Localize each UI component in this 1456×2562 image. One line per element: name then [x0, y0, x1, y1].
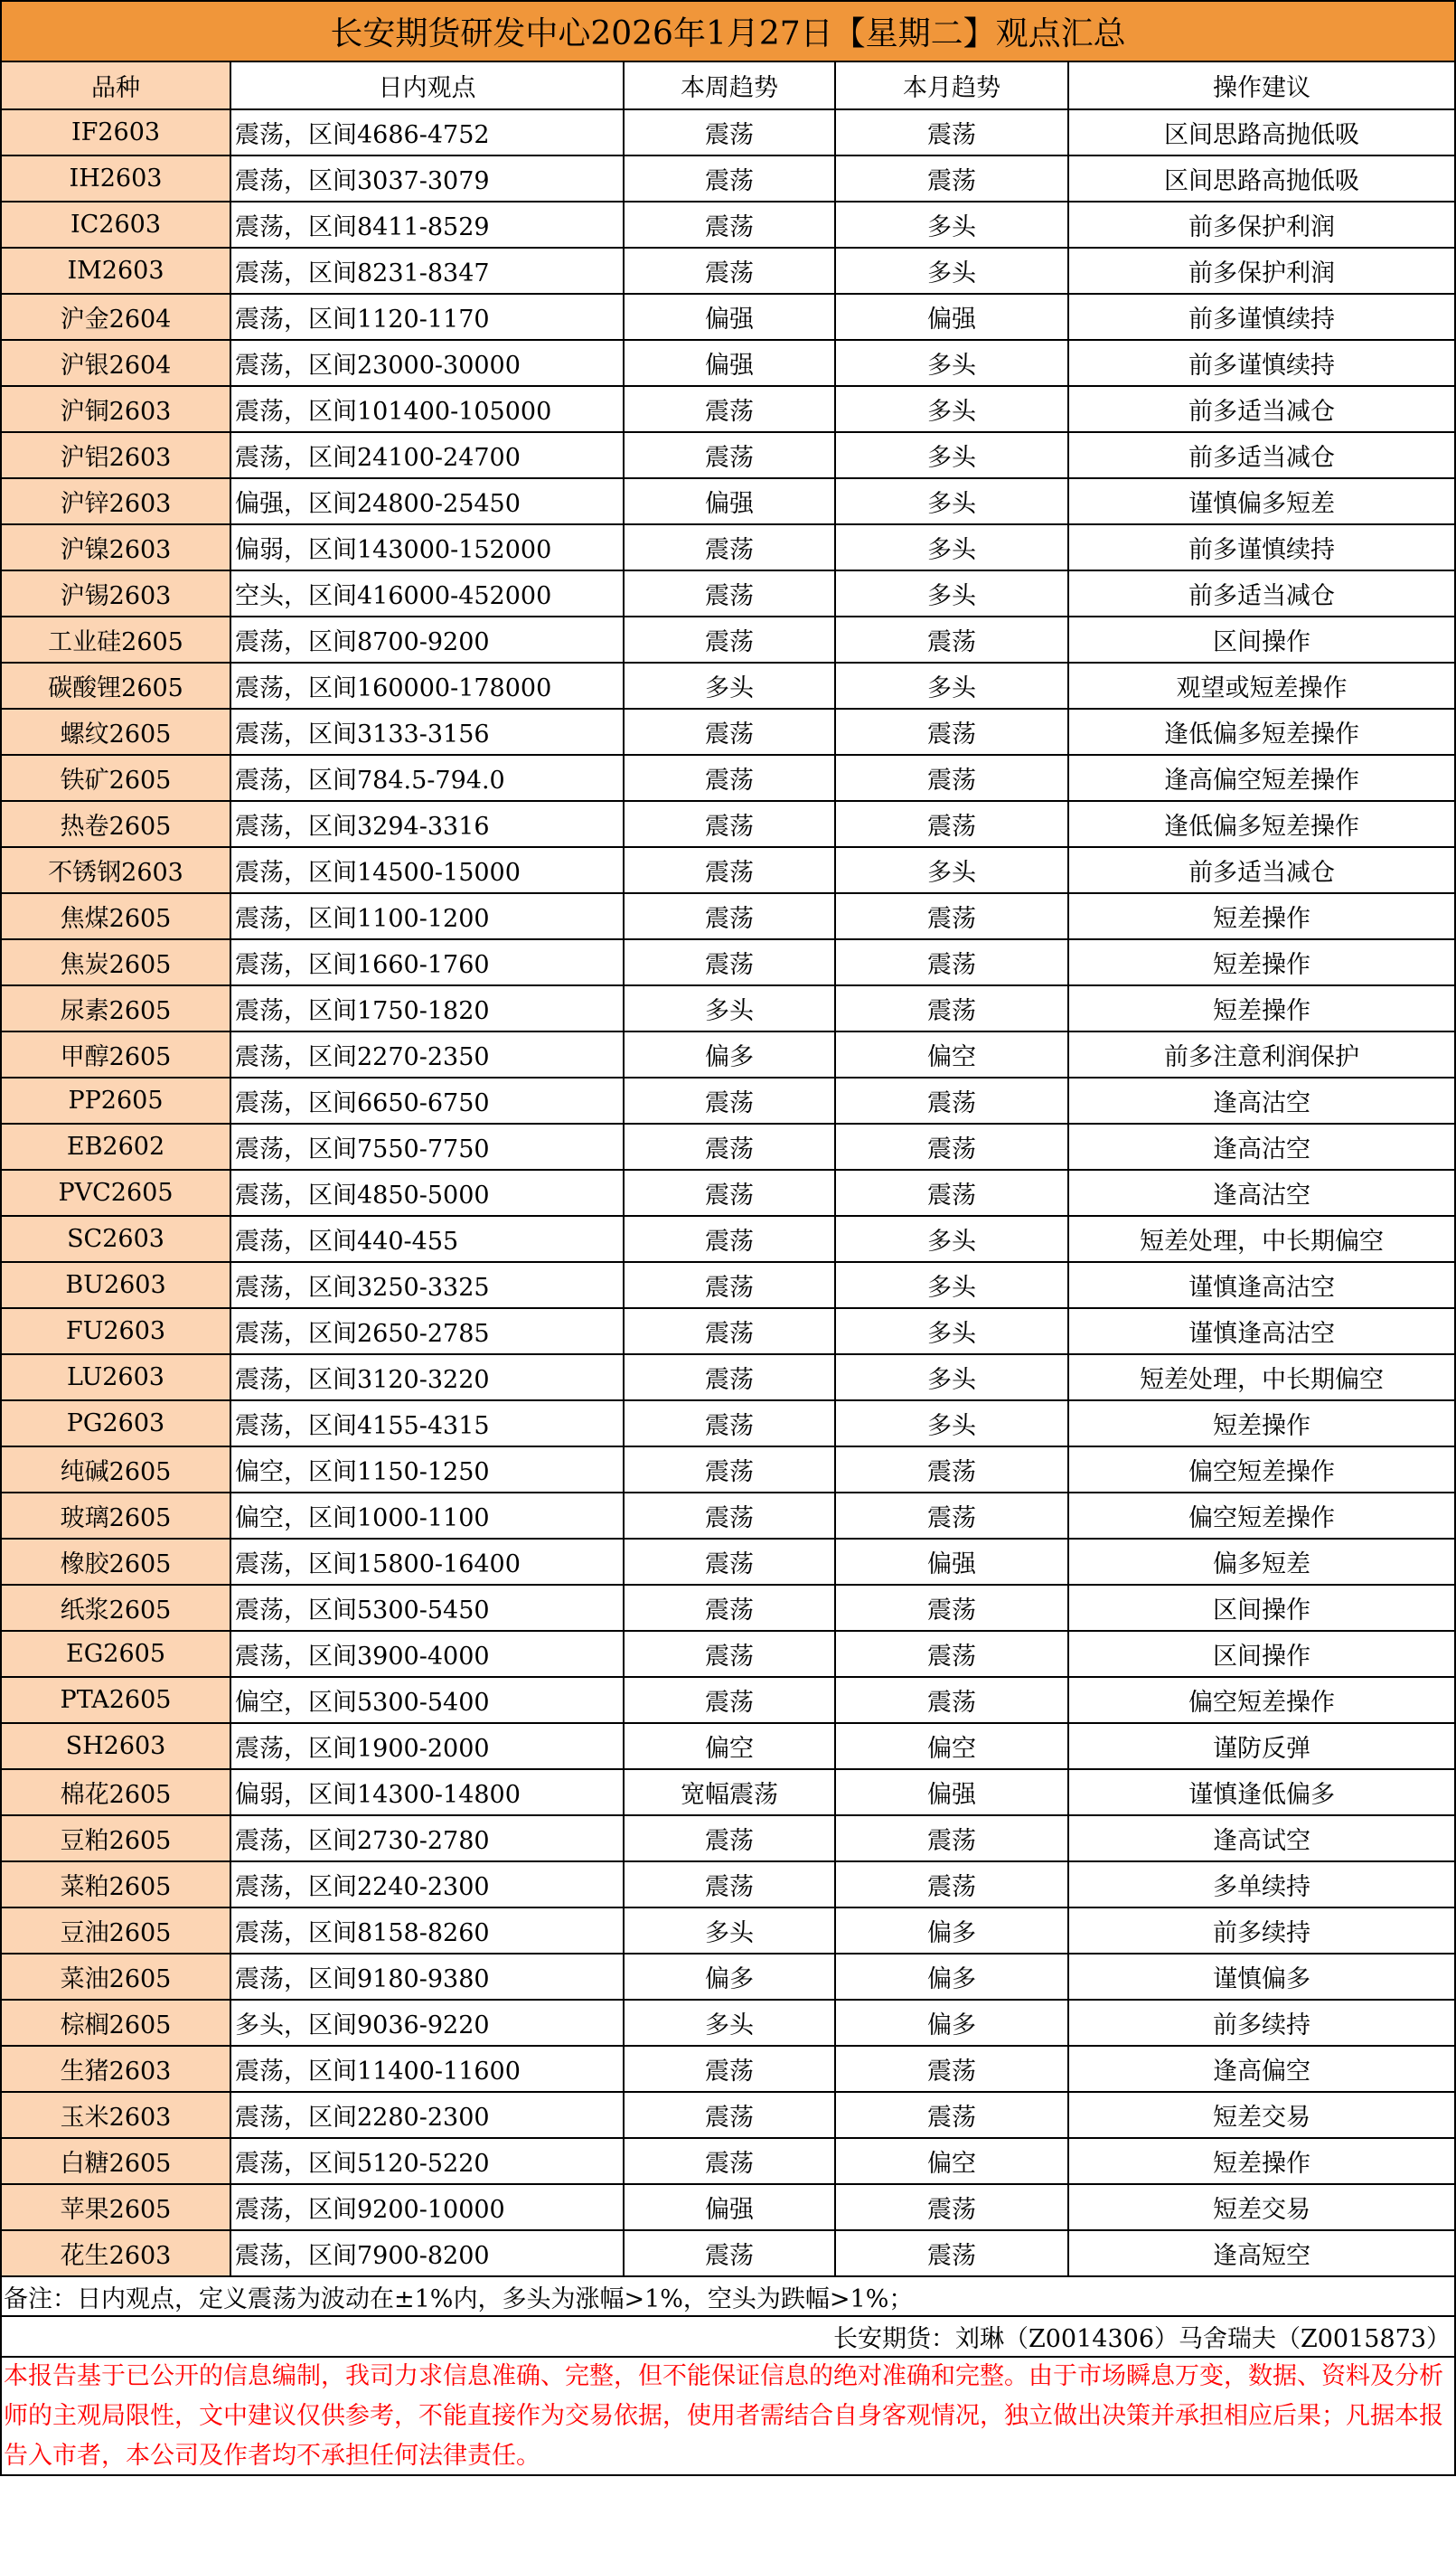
variety-cell: BU2603	[2, 1262, 230, 1308]
table-row	[2, 1031, 1454, 1078]
table-row	[2, 248, 1454, 294]
suggestion-cell: 多单续持	[1068, 1861, 1454, 1907]
intraday-view-cell: 震荡，区间2650-2785	[230, 1308, 624, 1354]
monthly-trend-cell: 震荡	[835, 1078, 1068, 1124]
monthly-trend-cell: 震荡	[835, 2046, 1068, 2092]
intraday-view-cell: 震荡，区间8700-9200	[230, 617, 624, 663]
intraday-view-cell: 震荡，区间1660-1760	[230, 939, 624, 985]
monthly-trend-cell: 震荡	[835, 1170, 1068, 1216]
intraday-view-cell: 震荡，区间8158-8260	[230, 1907, 624, 1954]
table-row	[2, 939, 1454, 985]
suggestion-cell: 前多谨慎续持	[1068, 524, 1454, 570]
variety-cell: 沪锌2603	[2, 478, 230, 524]
variety-cell: LU2603	[2, 1354, 230, 1400]
monthly-trend-cell: 多头	[835, 1216, 1068, 1262]
monthly-trend-cell: 震荡	[835, 617, 1068, 663]
weekly-trend-cell: 震荡	[624, 1078, 835, 1124]
weekly-trend-cell: 震荡	[624, 755, 835, 801]
suggestion-cell: 短差交易	[1068, 2092, 1454, 2138]
intraday-view-cell: 震荡，区间3037-3079	[230, 155, 624, 202]
suggestion-cell: 前多适当减仓	[1068, 570, 1454, 617]
intraday-view-cell: 震荡，区间3120-3220	[230, 1354, 624, 1400]
intraday-view-cell: 震荡，区间24100-24700	[230, 432, 624, 478]
intraday-view-cell: 震荡，区间3900-4000	[230, 1631, 624, 1677]
variety-cell: 焦炭2605	[2, 939, 230, 985]
weekly-trend-cell: 偏强	[624, 340, 835, 386]
weekly-trend-cell: 震荡	[624, 1539, 835, 1585]
variety-cell: 沪铜2603	[2, 386, 230, 432]
table-row	[2, 524, 1454, 570]
intraday-view-cell: 偏弱，区间14300-14800	[230, 1769, 624, 1815]
variety-cell: PG2603	[2, 1400, 230, 1446]
intraday-view-cell: 偏空，区间1000-1100	[230, 1493, 624, 1539]
weekly-trend-cell: 震荡	[624, 1631, 835, 1677]
table-row	[2, 801, 1454, 847]
monthly-trend-cell: 震荡	[835, 1631, 1068, 1677]
variety-cell: SC2603	[2, 1216, 230, 1262]
weekly-trend-cell: 震荡	[624, 570, 835, 617]
monthly-trend-cell: 多头	[835, 386, 1068, 432]
header-suggestion: 操作建议	[1068, 62, 1454, 109]
suggestion-cell: 谨慎逢高沽空	[1068, 1262, 1454, 1308]
monthly-trend-cell: 多头	[835, 1308, 1068, 1354]
variety-cell: 豆油2605	[2, 1907, 230, 1954]
table-row	[2, 294, 1454, 340]
weekly-trend-cell: 震荡	[624, 1585, 835, 1631]
monthly-trend-cell: 多头	[835, 478, 1068, 524]
table-row	[2, 1124, 1454, 1170]
table-row	[2, 709, 1454, 755]
variety-cell: PP2605	[2, 1078, 230, 1124]
variety-cell: 工业硅2605	[2, 617, 230, 663]
suggestion-cell: 前多续持	[1068, 1907, 1454, 1954]
variety-cell: IM2603	[2, 248, 230, 294]
table-row	[2, 1216, 1454, 1262]
variety-cell: 花生2603	[2, 2230, 230, 2276]
monthly-trend-cell: 偏强	[835, 1539, 1068, 1585]
table-row	[2, 1262, 1454, 1308]
weekly-trend-cell: 震荡	[624, 1354, 835, 1400]
weekly-trend-cell: 震荡	[624, 1677, 835, 1723]
monthly-trend-cell: 多头	[835, 248, 1068, 294]
variety-cell: 苹果2605	[2, 2184, 230, 2230]
intraday-view-cell: 震荡，区间4686-4752	[230, 109, 624, 155]
table-row	[2, 1170, 1454, 1216]
suggestion-cell: 谨慎偏多短差	[1068, 478, 1454, 524]
monthly-trend-cell: 偏多	[835, 1907, 1068, 1954]
variety-cell: 纯碱2605	[2, 1446, 230, 1493]
variety-cell: 棉花2605	[2, 1769, 230, 1815]
variety-cell: FU2603	[2, 1308, 230, 1354]
table-row	[2, 1907, 1454, 1954]
weekly-trend-cell: 偏强	[624, 294, 835, 340]
weekly-trend-cell: 震荡	[624, 709, 835, 755]
suggestion-cell: 短差处理，中长期偏空	[1068, 1216, 1454, 1262]
weekly-trend-cell: 震荡	[624, 617, 835, 663]
table-row	[2, 1954, 1454, 2000]
intraday-view-cell: 震荡，区间101400-105000	[230, 386, 624, 432]
intraday-view-cell: 震荡，区间4850-5000	[230, 1170, 624, 1216]
table-row	[2, 1354, 1454, 1400]
intraday-view-cell: 震荡，区间9180-9380	[230, 1954, 624, 2000]
monthly-trend-cell: 震荡	[835, 1446, 1068, 1493]
intraday-view-cell: 震荡，区间11400-11600	[230, 2046, 624, 2092]
table-row	[2, 432, 1454, 478]
intraday-view-cell: 震荡，区间160000-178000	[230, 663, 624, 709]
variety-cell: PTA2605	[2, 1677, 230, 1723]
table-row	[2, 663, 1454, 709]
table-row	[2, 155, 1454, 202]
suggestion-cell: 区间操作	[1068, 1631, 1454, 1677]
table-row	[2, 1723, 1454, 1769]
weekly-trend-cell: 震荡	[624, 202, 835, 248]
intraday-view-cell: 震荡，区间784.5-794.0	[230, 755, 624, 801]
monthly-trend-cell: 震荡	[835, 155, 1068, 202]
suggestion-cell: 前多注意利润保护	[1068, 1031, 1454, 1078]
table-row	[2, 617, 1454, 663]
variety-cell: 不锈钢2603	[2, 847, 230, 893]
monthly-trend-cell: 偏空	[835, 2138, 1068, 2184]
weekly-trend-cell: 宽幅震荡	[624, 1769, 835, 1815]
intraday-view-cell: 震荡，区间2280-2300	[230, 2092, 624, 2138]
report-title: 长安期货研发中心2026年1月27日【星期二】观点汇总	[2, 2, 1454, 62]
monthly-trend-cell: 多头	[835, 570, 1068, 617]
monthly-trend-cell: 震荡	[835, 1861, 1068, 1907]
analyst-signature: 长安期货：刘琳（Z0014306）马舍瑞夫（Z0015873）	[2, 2317, 1454, 2358]
suggestion-cell: 短差操作	[1068, 939, 1454, 985]
table-row	[2, 2092, 1454, 2138]
table-row	[2, 1493, 1454, 1539]
table-header-row	[2, 62, 1454, 109]
variety-cell: 菜粕2605	[2, 1861, 230, 1907]
header-monthly-trend: 本月趋势	[835, 62, 1068, 109]
suggestion-cell: 区间操作	[1068, 617, 1454, 663]
monthly-trend-cell: 震荡	[835, 1815, 1068, 1861]
variety-cell: 白糖2605	[2, 2138, 230, 2184]
header-weekly-trend: 本周趋势	[624, 62, 835, 109]
weekly-trend-cell: 多头	[624, 1907, 835, 1954]
weekly-trend-cell: 震荡	[624, 2092, 835, 2138]
variety-cell: EB2602	[2, 1124, 230, 1170]
suggestion-cell: 观望或短差操作	[1068, 663, 1454, 709]
suggestion-cell: 短差处理，中长期偏空	[1068, 1354, 1454, 1400]
weekly-trend-cell: 震荡	[624, 801, 835, 847]
weekly-trend-cell: 多头	[624, 663, 835, 709]
weekly-trend-cell: 震荡	[624, 2230, 835, 2276]
monthly-trend-cell: 震荡	[835, 1585, 1068, 1631]
suggestion-cell: 逢高沽空	[1068, 1124, 1454, 1170]
intraday-view-cell: 震荡，区间7550-7750	[230, 1124, 624, 1170]
intraday-view-cell: 偏空，区间1150-1250	[230, 1446, 624, 1493]
intraday-view-cell: 偏弱，区间143000-152000	[230, 524, 624, 570]
monthly-trend-cell: 震荡	[835, 1493, 1068, 1539]
table-row	[2, 1861, 1454, 1907]
intraday-view-cell: 震荡，区间1900-2000	[230, 1723, 624, 1769]
intraday-view-cell: 震荡，区间8411-8529	[230, 202, 624, 248]
suggestion-cell: 偏多短差	[1068, 1539, 1454, 1585]
monthly-trend-cell: 震荡	[835, 893, 1068, 939]
weekly-trend-cell: 偏多	[624, 1031, 835, 1078]
weekly-trend-cell: 震荡	[624, 1170, 835, 1216]
intraday-view-cell: 震荡，区间2240-2300	[230, 1861, 624, 1907]
suggestion-cell: 逢高短空	[1068, 2230, 1454, 2276]
monthly-trend-cell: 震荡	[835, 2230, 1068, 2276]
monthly-trend-cell: 震荡	[835, 2092, 1068, 2138]
variety-cell: 尿素2605	[2, 985, 230, 1031]
suggestion-cell: 前多适当减仓	[1068, 386, 1454, 432]
table-row	[2, 755, 1454, 801]
weekly-trend-cell: 偏空	[624, 1723, 835, 1769]
weekly-trend-cell: 震荡	[624, 1400, 835, 1446]
suggestion-cell: 逢低偏多短差操作	[1068, 801, 1454, 847]
variety-cell: 菜油2605	[2, 1954, 230, 2000]
intraday-view-cell: 空头，区间416000-452000	[230, 570, 624, 617]
weekly-trend-cell: 震荡	[624, 1493, 835, 1539]
monthly-trend-cell: 多头	[835, 1400, 1068, 1446]
monthly-trend-cell: 偏多	[835, 1954, 1068, 2000]
header-intraday-view: 日内观点	[230, 62, 624, 109]
monthly-trend-cell: 震荡	[835, 109, 1068, 155]
variety-cell: 沪金2604	[2, 294, 230, 340]
monthly-trend-cell: 震荡	[835, 801, 1068, 847]
suggestion-cell: 前多适当减仓	[1068, 847, 1454, 893]
weekly-trend-cell: 多头	[624, 985, 835, 1031]
weekly-trend-cell: 震荡	[624, 1262, 835, 1308]
suggestion-cell: 偏空短差操作	[1068, 1677, 1454, 1723]
suggestion-cell: 逢高试空	[1068, 1815, 1454, 1861]
monthly-trend-cell: 偏强	[835, 1769, 1068, 1815]
suggestion-cell: 偏空短差操作	[1068, 1493, 1454, 1539]
suggestion-cell: 偏空短差操作	[1068, 1446, 1454, 1493]
monthly-trend-cell: 震荡	[835, 1677, 1068, 1723]
weekly-trend-cell: 震荡	[624, 939, 835, 985]
header-variety: 品种	[2, 62, 230, 109]
footnote: 备注：日内观点，定义震荡为波动在±1%内，多头为涨幅>1%，空头为跌幅>1%；	[2, 2277, 1454, 2317]
suggestion-cell: 区间思路高抛低吸	[1068, 109, 1454, 155]
suggestion-cell: 区间思路高抛低吸	[1068, 155, 1454, 202]
variety-cell: PVC2605	[2, 1170, 230, 1216]
monthly-trend-cell: 多头	[835, 847, 1068, 893]
intraday-view-cell: 偏空，区间5300-5400	[230, 1677, 624, 1723]
variety-cell: IC2603	[2, 202, 230, 248]
table-row	[2, 1815, 1454, 1861]
suggestion-cell: 前多续持	[1068, 2000, 1454, 2046]
variety-cell: 热卷2605	[2, 801, 230, 847]
variety-cell: 橡胶2605	[2, 1539, 230, 1585]
suggestion-cell: 逢高偏空短差操作	[1068, 755, 1454, 801]
suggestion-cell: 谨慎偏多	[1068, 1954, 1454, 2000]
suggestion-cell: 逢高沽空	[1068, 1078, 1454, 1124]
intraday-view-cell: 震荡，区间2730-2780	[230, 1815, 624, 1861]
intraday-view-cell: 震荡，区间1120-1170	[230, 294, 624, 340]
monthly-trend-cell: 偏强	[835, 294, 1068, 340]
weekly-trend-cell: 偏多	[624, 1954, 835, 2000]
weekly-trend-cell: 震荡	[624, 893, 835, 939]
intraday-view-cell: 震荡，区间1100-1200	[230, 893, 624, 939]
table-row	[2, 1677, 1454, 1723]
table-row	[2, 2230, 1454, 2276]
weekly-trend-cell: 震荡	[624, 1124, 835, 1170]
suggestion-cell: 逢低偏多短差操作	[1068, 709, 1454, 755]
table-row	[2, 1078, 1454, 1124]
monthly-trend-cell: 震荡	[835, 755, 1068, 801]
table-row	[2, 2046, 1454, 2092]
table-body	[2, 109, 1454, 2276]
table-row	[2, 1585, 1454, 1631]
variety-cell: EG2605	[2, 1631, 230, 1677]
suggestion-cell: 前多保护利润	[1068, 202, 1454, 248]
variety-cell: 沪银2604	[2, 340, 230, 386]
weekly-trend-cell: 震荡	[624, 109, 835, 155]
monthly-trend-cell: 多头	[835, 202, 1068, 248]
variety-cell: 玻璃2605	[2, 1493, 230, 1539]
monthly-trend-cell: 震荡	[835, 709, 1068, 755]
variety-cell: 豆粕2605	[2, 1815, 230, 1861]
monthly-trend-cell: 震荡	[835, 2184, 1068, 2230]
suggestion-cell: 谨防反弹	[1068, 1723, 1454, 1769]
intraday-view-cell: 震荡，区间23000-30000	[230, 340, 624, 386]
weekly-trend-cell: 震荡	[624, 524, 835, 570]
suggestion-cell: 谨慎逢高沽空	[1068, 1308, 1454, 1354]
suggestion-cell: 短差操作	[1068, 985, 1454, 1031]
weekly-trend-cell: 震荡	[624, 248, 835, 294]
table-row	[2, 570, 1454, 617]
table-row	[2, 2000, 1454, 2046]
variety-cell: 生猪2603	[2, 2046, 230, 2092]
monthly-trend-cell: 多头	[835, 524, 1068, 570]
variety-cell: SH2603	[2, 1723, 230, 1769]
variety-cell: 甲醇2605	[2, 1031, 230, 1078]
table-row	[2, 893, 1454, 939]
weekly-trend-cell: 震荡	[624, 847, 835, 893]
intraday-view-cell: 震荡，区间5120-5220	[230, 2138, 624, 2184]
table-row	[2, 1308, 1454, 1354]
variety-cell: 沪镍2603	[2, 524, 230, 570]
intraday-view-cell: 偏强，区间24800-25450	[230, 478, 624, 524]
views-table	[2, 62, 1454, 2277]
suggestion-cell: 谨慎逢低偏多	[1068, 1769, 1454, 1815]
variety-cell: 棕榈2605	[2, 2000, 230, 2046]
variety-cell: 沪锡2603	[2, 570, 230, 617]
variety-cell: 焦煤2605	[2, 893, 230, 939]
table-row	[2, 1539, 1454, 1585]
monthly-trend-cell: 偏空	[835, 1723, 1068, 1769]
suggestion-cell: 前多谨慎续持	[1068, 340, 1454, 386]
variety-cell: 玉米2603	[2, 2092, 230, 2138]
weekly-trend-cell: 震荡	[624, 1216, 835, 1262]
monthly-trend-cell: 多头	[835, 340, 1068, 386]
table-row	[2, 1446, 1454, 1493]
monthly-trend-cell: 多头	[835, 1262, 1068, 1308]
table-row	[2, 847, 1454, 893]
weekly-trend-cell: 多头	[624, 2000, 835, 2046]
intraday-view-cell: 震荡，区间7900-8200	[230, 2230, 624, 2276]
disclaimer: 本报告基于已公开的信息编制，我司力求信息准确、完整，但不能保证信息的绝对准确和完整。由于市场瞬息万变，数据、资料及分析师的主观局限性，文中建议仅供参考，不能直接作为交易依据，使用者需结合自身客观情况，独立做出决策并承担相应后果；凡据本报告入市者，本公司及作者均不承担任何法律责任。	[4, 2361, 1443, 2470]
table-row	[2, 2138, 1454, 2184]
monthly-trend-cell: 震荡	[835, 939, 1068, 985]
variety-cell: 沪铝2603	[2, 432, 230, 478]
variety-cell: 铁矿2605	[2, 755, 230, 801]
intraday-view-cell: 震荡，区间3250-3325	[230, 1262, 624, 1308]
monthly-trend-cell: 震荡	[835, 985, 1068, 1031]
suggestion-cell: 逢高沽空	[1068, 1170, 1454, 1216]
suggestion-cell: 前多谨慎续持	[1068, 294, 1454, 340]
suggestion-cell: 前多保护利润	[1068, 248, 1454, 294]
variety-cell: 碳酸锂2605	[2, 663, 230, 709]
intraday-view-cell: 震荡，区间2270-2350	[230, 1031, 624, 1078]
weekly-trend-cell: 震荡	[624, 2138, 835, 2184]
intraday-view-cell: 震荡，区间14500-15000	[230, 847, 624, 893]
table-row	[2, 985, 1454, 1031]
weekly-trend-cell: 震荡	[624, 1861, 835, 1907]
variety-cell: 螺纹2605	[2, 709, 230, 755]
suggestion-cell: 前多适当减仓	[1068, 432, 1454, 478]
intraday-view-cell: 震荡，区间3133-3156	[230, 709, 624, 755]
weekly-trend-cell: 震荡	[624, 1446, 835, 1493]
weekly-trend-cell: 震荡	[624, 155, 835, 202]
table-row	[2, 386, 1454, 432]
intraday-view-cell: 震荡，区间3294-3316	[230, 801, 624, 847]
weekly-trend-cell: 偏强	[624, 478, 835, 524]
monthly-trend-cell: 偏空	[835, 1031, 1068, 1078]
monthly-trend-cell: 偏多	[835, 2000, 1068, 2046]
table-row	[2, 478, 1454, 524]
weekly-trend-cell: 震荡	[624, 432, 835, 478]
weekly-trend-cell: 震荡	[624, 1815, 835, 1861]
variety-cell: 纸浆2605	[2, 1585, 230, 1631]
variety-cell: IH2603	[2, 155, 230, 202]
table-row	[2, 1631, 1454, 1677]
suggestion-cell: 短差操作	[1068, 2138, 1454, 2184]
intraday-view-cell: 震荡，区间440-455	[230, 1216, 624, 1262]
weekly-trend-cell: 震荡	[624, 1308, 835, 1354]
monthly-trend-cell: 多头	[835, 432, 1068, 478]
suggestion-cell: 短差操作	[1068, 893, 1454, 939]
monthly-trend-cell: 多头	[835, 663, 1068, 709]
suggestion-cell: 区间操作	[1068, 1585, 1454, 1631]
intraday-view-cell: 震荡，区间15800-16400	[230, 1539, 624, 1585]
suggestion-cell: 逢高偏空	[1068, 2046, 1454, 2092]
table-row	[2, 1769, 1454, 1815]
table-row	[2, 2184, 1454, 2230]
suggestion-cell: 短差交易	[1068, 2184, 1454, 2230]
intraday-view-cell: 震荡，区间1750-1820	[230, 985, 624, 1031]
intraday-view-cell: 震荡，区间6650-6750	[230, 1078, 624, 1124]
intraday-view-cell: 震荡，区间8231-8347	[230, 248, 624, 294]
intraday-view-cell: 多头，区间9036-9220	[230, 2000, 624, 2046]
weekly-trend-cell: 震荡	[624, 2046, 835, 2092]
table-row	[2, 202, 1454, 248]
variety-cell: IF2603	[2, 109, 230, 155]
intraday-view-cell: 震荡，区间4155-4315	[230, 1400, 624, 1446]
intraday-view-cell: 震荡，区间9200-10000	[230, 2184, 624, 2230]
table-row	[2, 340, 1454, 386]
table-row	[2, 109, 1454, 155]
table-row	[2, 1400, 1454, 1446]
monthly-trend-cell: 震荡	[835, 1124, 1068, 1170]
monthly-trend-cell: 多头	[835, 1354, 1068, 1400]
weekly-trend-cell: 偏强	[624, 2184, 835, 2230]
weekly-trend-cell: 震荡	[624, 386, 835, 432]
suggestion-cell: 短差操作	[1068, 1400, 1454, 1446]
intraday-view-cell: 震荡，区间5300-5450	[230, 1585, 624, 1631]
